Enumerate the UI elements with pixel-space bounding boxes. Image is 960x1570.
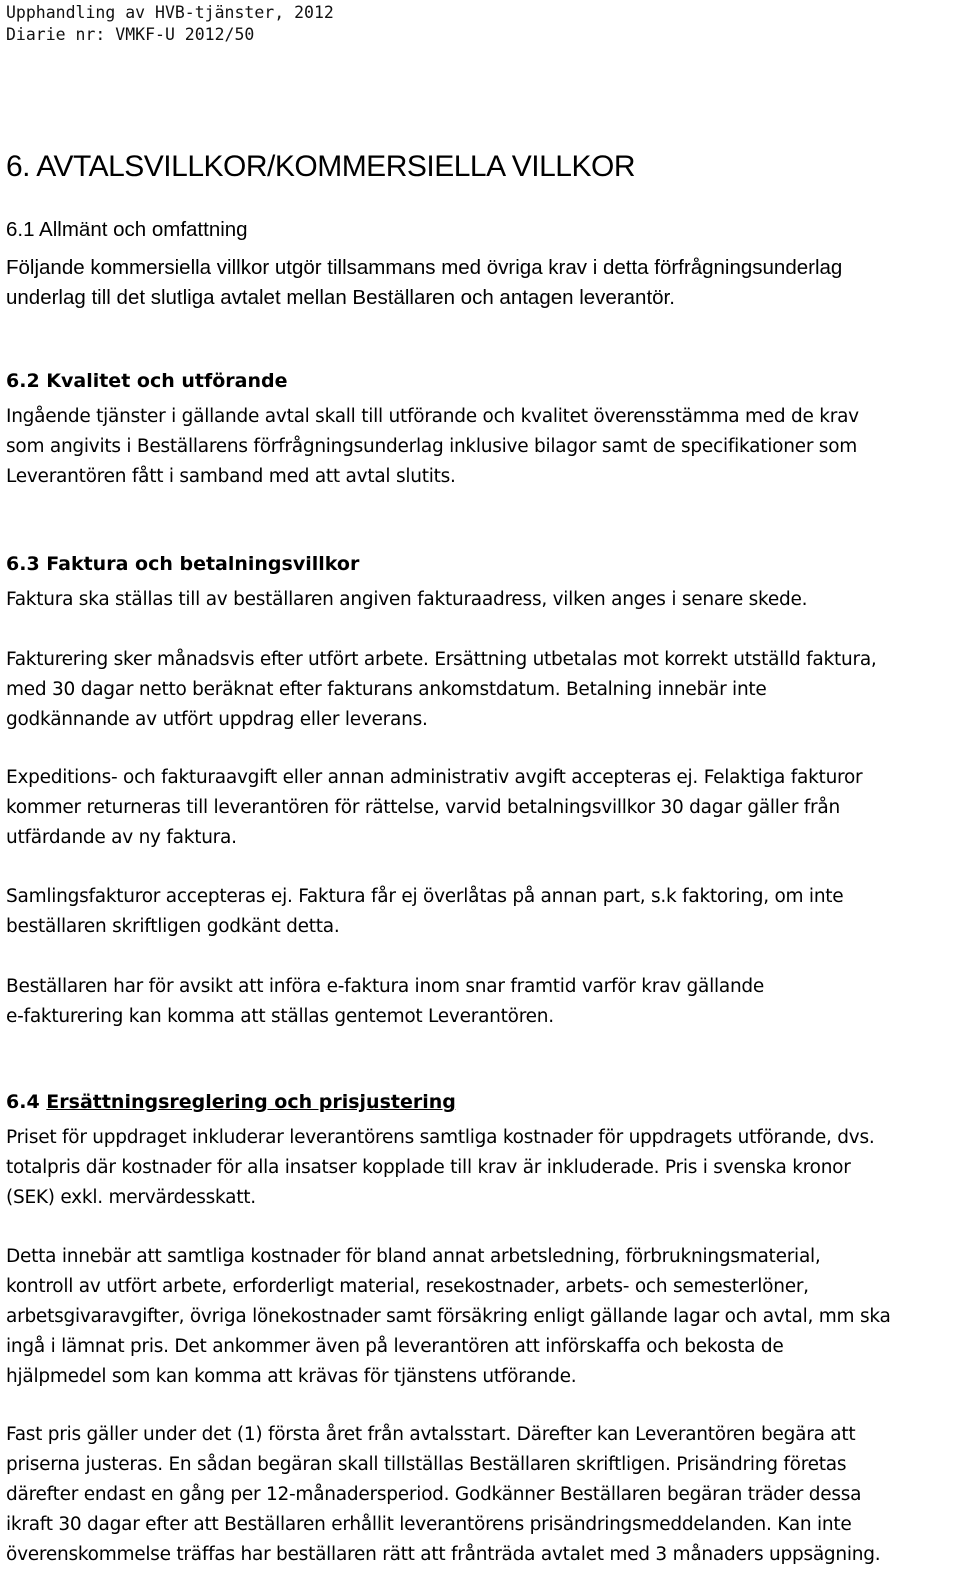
section-6-3-paragraph-4	[6, 882, 958, 942]
header-registration-number: Diarie nr: VMKF-U 2012/50	[6, 25, 255, 44]
section-6-3-paragraph-3	[6, 763, 958, 853]
paragraph-line: Fast pris gäller under det (1) första året från avtalsstart. Därefter kan Leverantören begära att	[6, 1424, 856, 1445]
paragraph-line: totalpris där kostnader för alla insatser kopplade till krav är inkluderade. Pris i svenska kronor	[6, 1157, 851, 1178]
section-6-3-paragraph-5	[6, 972, 958, 1032]
paragraph-line: priserna justeras. En sådan begäran skall tillställas Beställaren skriftligen. Prisändring företas	[6, 1454, 847, 1475]
paragraph-line: underlag till det slutliga avtalet mellan Beställaren och antagen leverantör.	[6, 286, 675, 309]
paragraph-line: Samlingsfakturor accepteras ej. Faktura får ej överlåtas på annan part, s.k faktoring, om inte	[6, 886, 844, 907]
paragraph-line: Följande kommersiella villkor utgör tillsammans med övriga krav i detta förfrågningsunderlag	[6, 256, 843, 279]
paragraph-line: som angivits i Beställarens förfrågningsunderlag inklusive bilagor samt de specifikationer som	[6, 436, 858, 457]
section-6-2-paragraph	[6, 402, 958, 492]
section-6-3-heading: 6.3 Faktura och betalningsvillkor	[6, 553, 360, 575]
paragraph-line: beställaren skriftligen godkänt detta.	[6, 916, 340, 937]
section-6-4-paragraph-1	[6, 1123, 958, 1213]
paragraph-line: (SEK) exkl. mervärdesskatt.	[6, 1187, 256, 1208]
paragraph-line: kommer returneras till leverantören för rättelse, varvid betalningsvillkor 30 dagar gäller från	[6, 797, 840, 818]
paragraph-line: med 30 dagar netto beräknat efter fakturans ankomstdatum. Betalning innebär inte	[6, 679, 767, 700]
paragraph-line: e-fakturering kan komma att ställas gentemot Leverantören.	[6, 1006, 554, 1027]
document-header	[6, 2, 334, 46]
paragraph-line: utfärdande av ny faktura.	[6, 827, 237, 848]
section-6-2-heading: 6.2 Kvalitet och utförande	[6, 370, 288, 392]
paragraph-line: därefter endast en gång per 12-månadersperiod. Godkänner Beställaren begäran träder dessa	[6, 1484, 862, 1505]
section-6-3-paragraph-2	[6, 645, 958, 735]
paragraph-line: Expeditions- och fakturaavgift eller annan administrativ avgift accepteras ej. Felaktiga fakturor	[6, 767, 863, 788]
section-6-heading: 6. AVTALSVILLKOR/KOMMERSIELLA VILLKOR	[6, 150, 635, 183]
paragraph-line: Ingående tjänster i gällande avtal skall till utförande och kvalitet överensstämma med de krav	[6, 406, 859, 427]
section-6-3-paragraph-1	[6, 585, 958, 615]
paragraph-line: Leverantören fått i samband med att avtal slutits.	[6, 466, 456, 487]
header-procurement-title: Upphandling av HVB-tjänster, 2012	[6, 3, 334, 22]
paragraph-line: ingå i lämnat pris. Det ankommer även på leverantören att införskaffa och bekosta de	[6, 1336, 784, 1357]
section-6-4-paragraph-3	[6, 1420, 958, 1570]
paragraph-line: Beställaren har för avsikt att införa e-faktura inom snar framtid varför krav gällande	[6, 976, 765, 997]
section-6-4-number: 6.4	[6, 1091, 47, 1113]
section-6-4-heading	[6, 1088, 456, 1116]
paragraph-line: ikraft 30 dagar efter att Beställaren erhållit leverantörens prisändringsmeddelanden. Kan inte	[6, 1514, 852, 1535]
paragraph-line: överenskommelse träffas har beställaren rätt att frånträda avtalet med 3 månaders uppsägning.	[6, 1544, 881, 1565]
paragraph-line: Faktura ska ställas till av beställaren angiven fakturaadress, vilken anges i senare skede.	[6, 589, 808, 610]
paragraph-line: godkännande av utfört uppdrag eller leverans.	[6, 709, 428, 730]
section-6-1-paragraph	[6, 253, 958, 313]
paragraph-line: arbetsgivaravgifter, övriga lönekostnader samt försäkring enligt gällande lagar och avtal, mm ska	[6, 1306, 891, 1327]
section-6-4-paragraph-2	[6, 1242, 958, 1392]
paragraph-line: Fakturering sker månadsvis efter utfört arbete. Ersättning utbetalas mot korrekt utställd faktura,	[6, 649, 877, 670]
paragraph-line: hjälpmedel som kan komma att krävas för tjänstens utförande.	[6, 1366, 577, 1387]
section-6-4-title: Ersättningsreglering och prisjustering	[46, 1091, 456, 1113]
paragraph-line: kontroll av utfört arbete, erforderligt material, resekostnader, arbets- och semesterlöner,	[6, 1276, 809, 1297]
paragraph-line: Priset för uppdraget inkluderar leverantörens samtliga kostnader för uppdragets utförande, dvs.	[6, 1127, 875, 1148]
paragraph-line: Detta innebär att samtliga kostnader för bland annat arbetsledning, förbrukningsmaterial,	[6, 1246, 821, 1267]
section-6-1-heading: 6.1 Allmänt och omfattning	[6, 218, 248, 241]
